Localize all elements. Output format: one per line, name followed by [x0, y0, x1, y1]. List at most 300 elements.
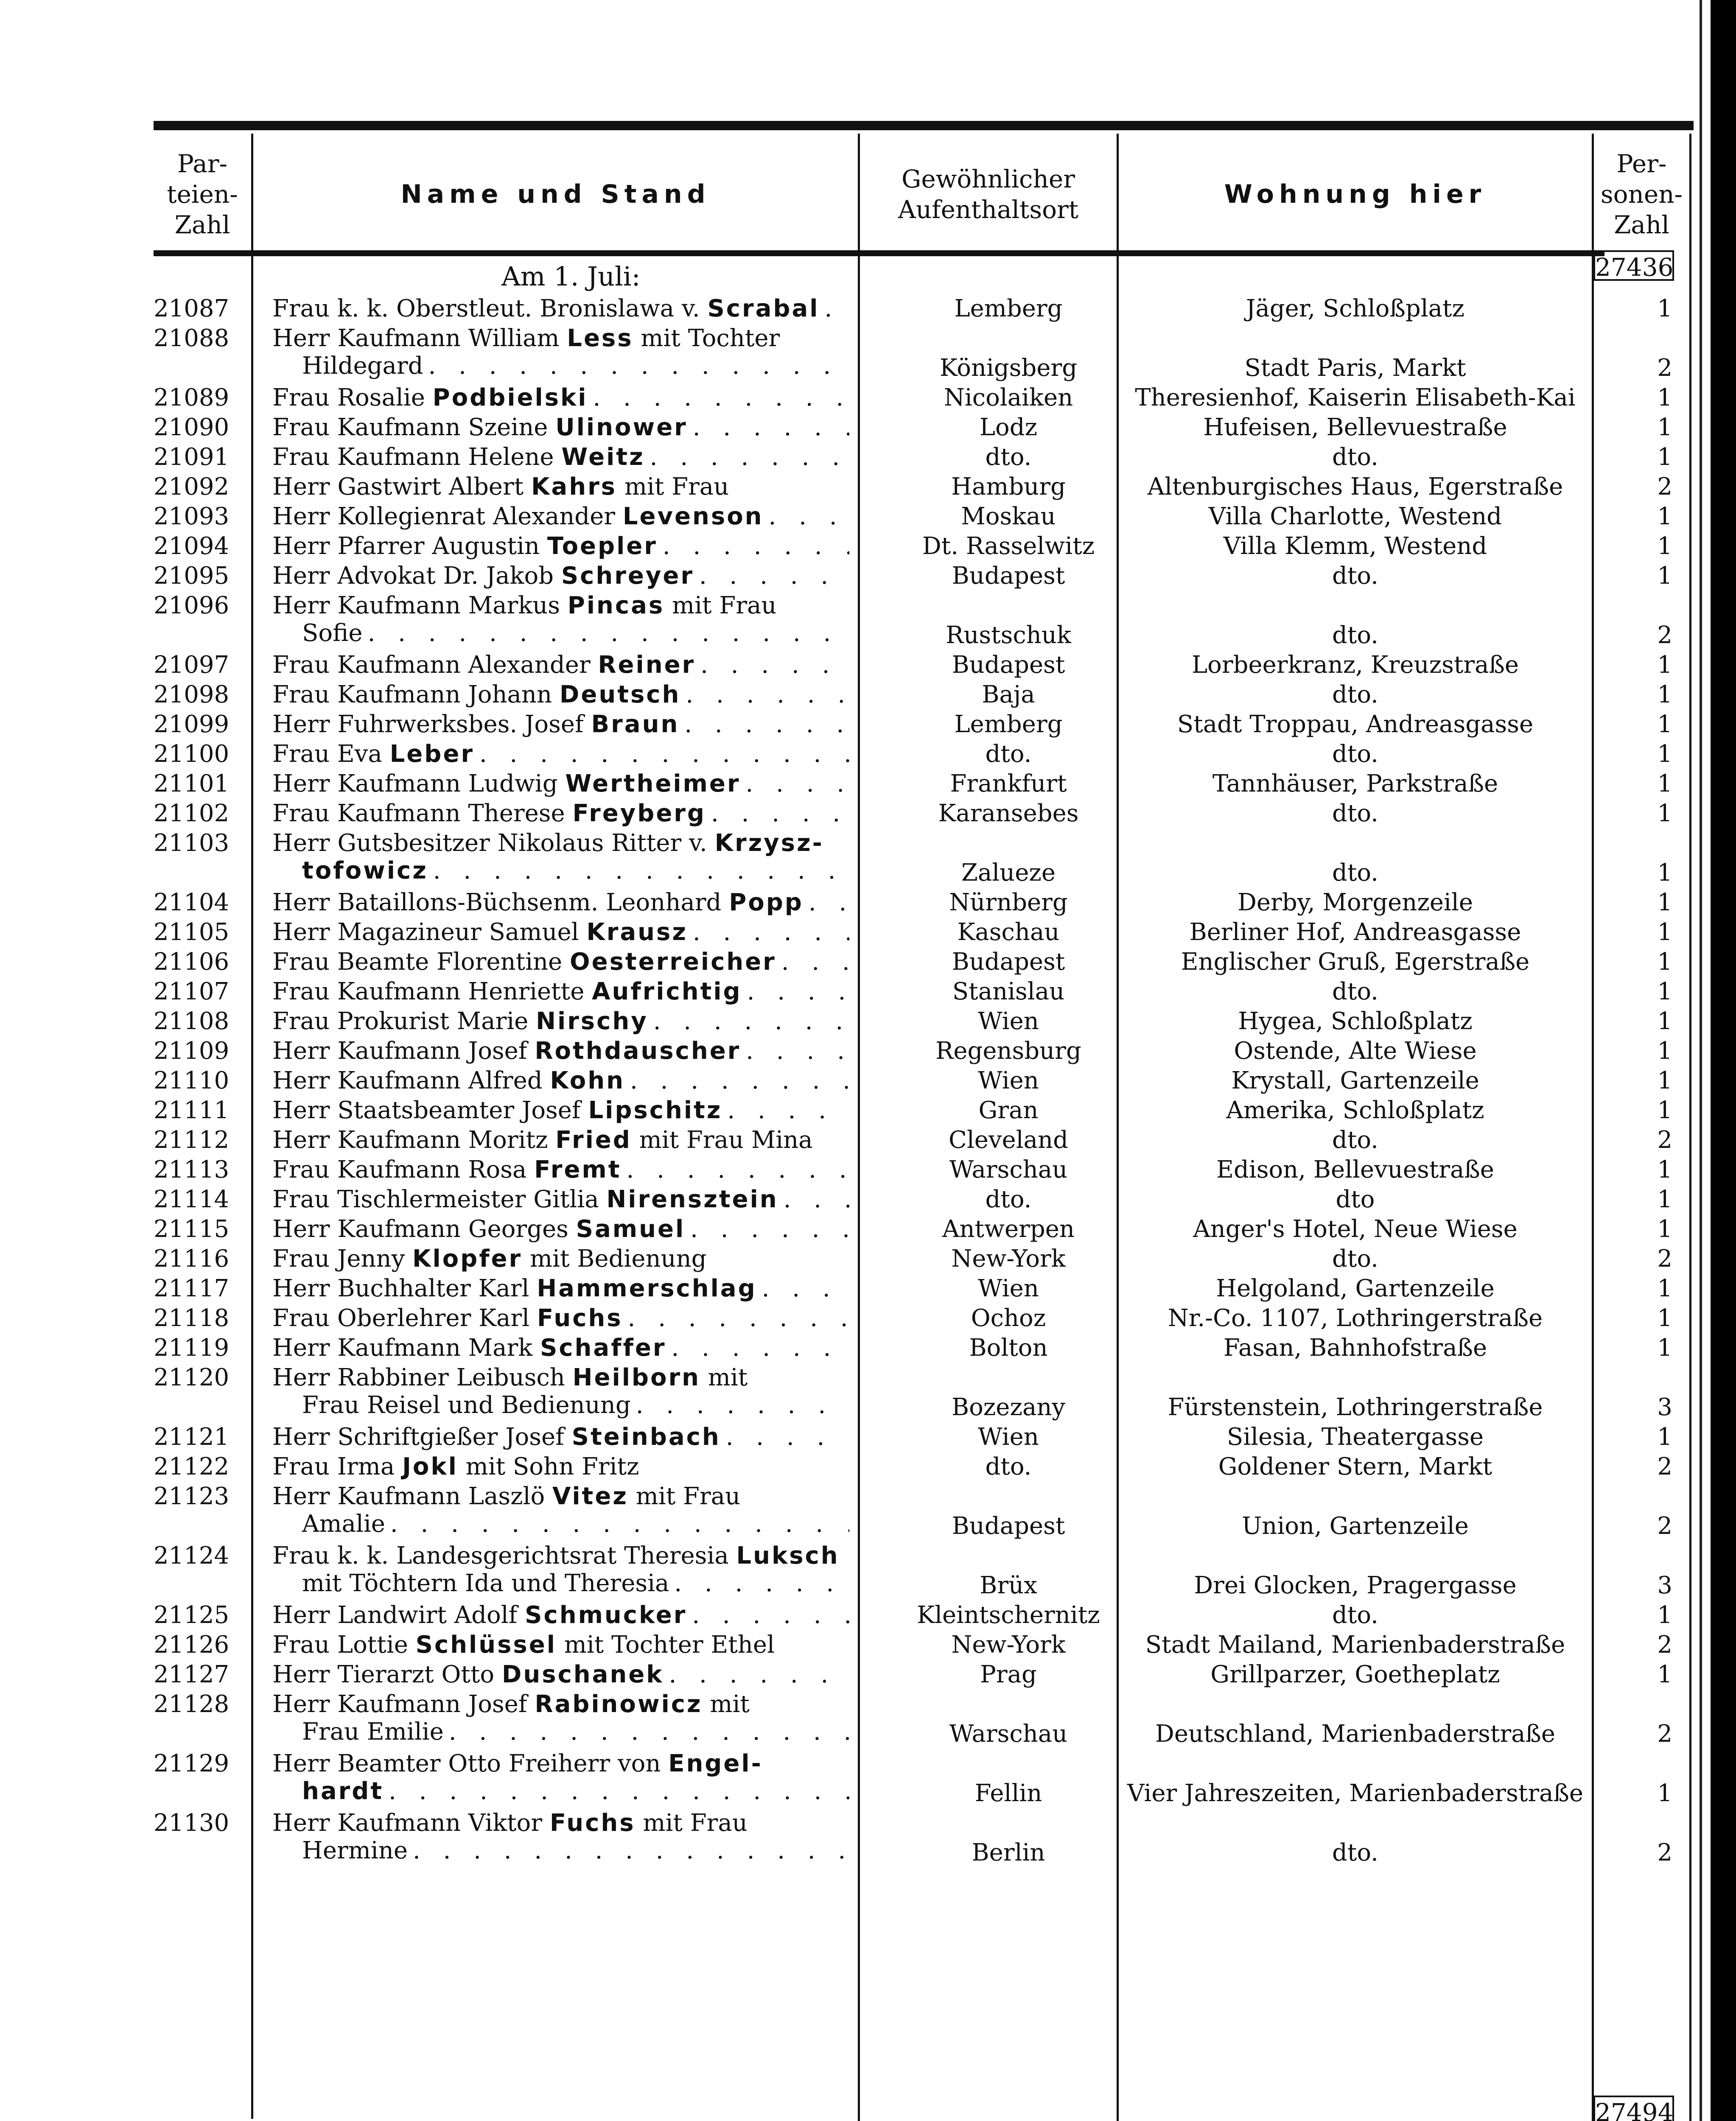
persons-count: 3 [1657, 1393, 1672, 1421]
local-address: Theresienhof, Kaiserin Elisabeth-Kai [1135, 384, 1576, 411]
usual-residence: Nicolaiken [944, 384, 1073, 411]
header-rule [154, 250, 1604, 256]
surname: Nirschy [536, 1007, 648, 1035]
usual-residence: Lemberg [954, 295, 1063, 322]
surname: Krzysz- [714, 829, 824, 857]
section-title: Am 1. Juli: [501, 261, 641, 292]
party-number: 21127 [154, 1661, 230, 1688]
table-row [154, 1750, 1694, 1809]
usual-residence: Moskau [961, 503, 1056, 530]
usual-residence: Stanislau [952, 978, 1065, 1005]
table-row [154, 1156, 1694, 1186]
name-and-status: Herr Kaufmann Moritz Fried mit Frau Mina [272, 1126, 813, 1154]
table-row [154, 1809, 1694, 1869]
party-number: 21104 [154, 889, 230, 916]
name-and-status: Herr Kaufmann Mark Schaffer . . . [272, 1334, 849, 1362]
local-address: Ostende, Alte Wiese [1234, 1037, 1477, 1065]
table-row [154, 1037, 1694, 1067]
header-name: Name und Stand [400, 179, 711, 209]
surname: Popp [729, 889, 804, 916]
local-address: dto. [1332, 859, 1378, 887]
surname: Schreyer [561, 562, 694, 590]
usual-residence: Bozezany [951, 1393, 1066, 1421]
usual-residence: Wien [978, 1007, 1039, 1035]
party-number: 21118 [154, 1304, 230, 1332]
persons-count: 2 [1657, 1126, 1672, 1154]
surname: Engel- [668, 1750, 763, 1777]
surname: Samuel [576, 1215, 686, 1243]
party-number: 21130 [154, 1809, 230, 1837]
table-row [154, 1186, 1694, 1215]
name-and-status: Herr Tierarzt Otto Duschanek . . . [272, 1661, 849, 1688]
surname: Vitez [552, 1483, 628, 1510]
local-address: Stadt Troppau, Andreasgasse [1177, 711, 1534, 738]
usual-residence: Kaschau [957, 918, 1060, 946]
surname: Fried [555, 1126, 632, 1154]
local-address: Union, Gartenzeile [1242, 1512, 1469, 1540]
name-and-status: Frau Beamte Florentine Oesterreicher . . . [272, 948, 849, 976]
name-and-status: Herr Bataillons-Büchsenm. Leonhard Popp . . . [272, 889, 849, 916]
local-address: Stadt Mailand, Marienbaderstraße [1145, 1631, 1565, 1659]
usual-residence: Frankfurt [950, 770, 1067, 797]
name-and-status: Frau Oberlehrer Karl Fuchs . . . [272, 1304, 849, 1332]
party-number: 21116 [154, 1245, 230, 1273]
party-number: 21114 [154, 1186, 230, 1213]
surname: Pincas [567, 592, 665, 619]
persons-count: 1 [1657, 532, 1672, 560]
header-residence: Wohnung hier [1224, 179, 1487, 209]
name-and-status: Frau Kaufmann Szeine Ulinower . . . [272, 414, 849, 441]
name-and-status: Frau Kaufmann Therese Freyberg . . . [272, 800, 849, 827]
usual-residence: Lemberg [954, 711, 1063, 738]
usual-residence: Wien [978, 1067, 1039, 1094]
party-number: 21110 [154, 1067, 230, 1094]
top-rule [154, 121, 1694, 130]
usual-residence: Baja [982, 681, 1035, 708]
party-number: 21095 [154, 562, 230, 590]
persons-count: 2 [1657, 1839, 1672, 1866]
persons-count: 2 [1657, 1453, 1672, 1480]
name-and-status: Frau k. k. Landesgerichtsrat Theresia Luksch mit Töchtern Ida und Theresia . . . [272, 1542, 849, 1597]
local-address: dto. [1332, 1245, 1378, 1273]
table-row [154, 1364, 1694, 1423]
name-and-status: Herr Fuhrwerksbes. Josef Braun . . . [272, 711, 849, 738]
name-and-status: Frau Kaufmann Henriette Aufrichtig . . . [272, 978, 849, 1005]
table-row [154, 1215, 1694, 1245]
local-address: Nr.-Co. 1107, Lothringerstraße [1168, 1304, 1543, 1332]
name-and-status: Herr Kaufmann Ludwig Wertheimer . . . [272, 770, 849, 797]
table-row [154, 592, 1694, 651]
name-and-status: Frau k. k. Oberstleut. Bronislawa v. Scrabal . . . [272, 295, 849, 322]
party-number: 21090 [154, 414, 230, 441]
table-row [154, 681, 1694, 711]
surname: Schlüssel [415, 1631, 557, 1659]
local-address: dto. [1332, 1839, 1378, 1866]
usual-residence: Regensburg [935, 1037, 1081, 1065]
table-row [154, 1631, 1694, 1661]
table-row [154, 1097, 1694, 1126]
usual-residence: Budapest [952, 651, 1065, 679]
party-number: 21120 [154, 1364, 230, 1391]
table-row [154, 1601, 1694, 1631]
name-and-status: Herr Kaufmann Josef Rabinowicz mit Frau Emilie . . . [272, 1690, 849, 1746]
local-address: dto. [1332, 978, 1378, 1005]
name-and-status: Frau Tischlermeister Gitlia Nirensztein . . . [272, 1186, 849, 1213]
scan-edge-line [1700, 0, 1702, 2121]
party-number: 21093 [154, 503, 230, 530]
party-number: 21123 [154, 1483, 230, 1510]
table-row [154, 1304, 1694, 1334]
surname: Duschanek [501, 1661, 664, 1688]
local-address: dto. [1332, 621, 1378, 649]
persons-count: 1 [1657, 443, 1672, 471]
party-number: 21102 [154, 800, 230, 827]
table-row [154, 918, 1694, 948]
name-and-status: Frau Kaufmann Helene Weitz . . . [272, 443, 849, 471]
name-and-status: Herr Rabbiner Leibusch Heilborn mit Frau Reisel und Bedienung . . . [272, 1364, 849, 1419]
name-and-status: Frau Rosalie Podbielski . . . [272, 384, 849, 411]
surname: Nirensztein [606, 1186, 778, 1213]
party-number: 21119 [154, 1334, 230, 1362]
usual-residence: Dt. Rasselwitz [922, 532, 1095, 560]
local-address: Amerika, Schloßplatz [1226, 1097, 1484, 1124]
persons-count: 1 [1657, 1097, 1672, 1124]
carry-over: 27436 [1593, 250, 1674, 281]
table-row [154, 770, 1694, 800]
name-and-status: Herr Advokat Dr. Jakob Schreyer . . . [272, 562, 849, 590]
table-row [154, 1690, 1694, 1750]
party-number: 21098 [154, 681, 230, 708]
table-row [154, 1542, 1694, 1601]
table-row [154, 562, 1694, 592]
usual-residence: dto. [985, 740, 1032, 768]
persons-count: 1 [1657, 414, 1672, 441]
usual-residence: Nürnberg [949, 889, 1068, 916]
persons-count: 1 [1657, 384, 1672, 411]
usual-residence: Fellin [974, 1780, 1042, 1807]
table-row [154, 1334, 1694, 1364]
table-row [154, 1661, 1694, 1690]
entries-list [154, 295, 1694, 1869]
party-number: 21111 [154, 1097, 230, 1124]
persons-count: 1 [1657, 770, 1672, 797]
local-address: Anger's Hotel, Neue Wiese [1193, 1215, 1518, 1243]
name-and-status: Herr Kaufmann Markus Pincas mit Frau Sofie . . . [272, 592, 849, 647]
party-number: 21103 [154, 829, 230, 857]
table-row [154, 325, 1694, 384]
usual-residence: Warschau [949, 1720, 1068, 1748]
name-and-status: Frau Prokurist Marie Nirschy . . . [272, 1007, 849, 1035]
usual-residence: Antwerpen [942, 1215, 1075, 1243]
local-address: dto. [1332, 562, 1378, 590]
name-and-status: Herr Kollegienrat Alexander Levenson . . . [272, 503, 849, 530]
surname: Luksch [736, 1542, 840, 1570]
persons-count: 1 [1657, 1661, 1672, 1688]
table-row [154, 1453, 1694, 1483]
surname: Ulinower [555, 414, 688, 441]
usual-residence: Budapest [952, 1512, 1065, 1540]
table-row [154, 503, 1694, 532]
persons-count: 1 [1657, 978, 1672, 1005]
surname: Kahrs [531, 473, 617, 501]
local-address: Helgoland, Gartenzeile [1216, 1275, 1495, 1302]
local-address: Drei Glocken, Pragergasse [1194, 1572, 1517, 1599]
persons-count: 1 [1657, 1304, 1672, 1332]
table-row [154, 800, 1694, 829]
party-number: 21124 [154, 1542, 230, 1570]
usual-residence: Prag [980, 1661, 1037, 1688]
local-address: Hygea, Schloßplatz [1238, 1007, 1473, 1035]
usual-residence: dto. [985, 1186, 1032, 1213]
local-address: Lorbeerkranz, Kreuzstraße [1191, 651, 1519, 679]
party-number: 21113 [154, 1156, 230, 1184]
surname: Braun [591, 711, 680, 738]
table-row [154, 384, 1694, 414]
name-and-status: Herr Kaufmann William Less mit Tochter Hildegard . . . [272, 325, 849, 380]
name-and-status: Frau Jenny Klopfer mit Bedienung [272, 1245, 707, 1273]
party-number: 21087 [154, 295, 230, 322]
usual-residence: Budapest [952, 562, 1065, 590]
local-address: Krystall, Gartenzeile [1231, 1067, 1479, 1094]
party-number: 21101 [154, 770, 230, 797]
local-address: Hufeisen, Bellevuestraße [1203, 414, 1507, 441]
scan-edge-bar [1711, 0, 1736, 2121]
surname: Levenson [622, 503, 764, 530]
name-and-status: Herr Kaufmann Viktor Fuchs mit Frau Hermine . . . [272, 1809, 849, 1864]
persons-count: 1 [1657, 562, 1672, 590]
persons-count: 2 [1657, 473, 1672, 501]
usual-residence: Hamburg [951, 473, 1066, 501]
party-number: 21125 [154, 1601, 230, 1629]
usual-residence: Zalueze [961, 859, 1056, 887]
party-number: 21126 [154, 1631, 230, 1659]
table-row [154, 711, 1694, 740]
local-address: Derby, Morgenzeile [1238, 889, 1473, 916]
persons-count: 1 [1657, 1275, 1672, 1302]
persons-count: 2 [1657, 621, 1672, 649]
name-and-status: Frau Eva Leber . . . [272, 740, 849, 768]
local-address: dto. [1332, 740, 1378, 768]
local-address: Berliner Hof, Andreasgasse [1189, 918, 1521, 946]
usual-residence: Kleintschernitz [917, 1601, 1100, 1629]
local-address: Villa Charlotte, Westend [1208, 503, 1502, 530]
local-address: Jäger, Schloßplatz [1246, 295, 1465, 322]
table-row [154, 1067, 1694, 1097]
surname: Schmucker [525, 1601, 687, 1629]
name-and-status: Frau Kaufmann Johann Deutsch . . . [272, 681, 849, 708]
table-row [154, 948, 1694, 978]
surname: Wertheimer [565, 770, 741, 797]
surname: Rabinowicz [535, 1690, 703, 1718]
surname: Steinbach [571, 1423, 721, 1451]
persons-count: 1 [1657, 1215, 1672, 1243]
persons-count: 1 [1657, 295, 1672, 322]
persons-count: 1 [1657, 503, 1672, 530]
party-number: 21129 [154, 1750, 230, 1777]
local-address: Fasan, Bahnhofstraße [1223, 1334, 1487, 1362]
local-address: dto. [1332, 443, 1378, 471]
table-row [154, 1423, 1694, 1453]
local-address: dto [1336, 1186, 1375, 1213]
local-address: Tannhäuser, Parkstraße [1212, 770, 1498, 797]
table-row [154, 651, 1694, 681]
usual-residence: Brüx [980, 1572, 1037, 1599]
table-row [154, 1126, 1694, 1156]
surname: Aufrichtig [592, 978, 742, 1005]
surname: Toepler [547, 532, 658, 560]
party-number: 21092 [154, 473, 230, 501]
usual-residence: dto. [985, 1453, 1032, 1480]
local-address: Silesia, Theatergasse [1226, 1423, 1484, 1451]
table-row [154, 295, 1694, 325]
local-address: dto. [1332, 681, 1378, 708]
party-number: 21128 [154, 1690, 230, 1718]
usual-residence: Wien [978, 1423, 1039, 1451]
local-address: dto. [1332, 1601, 1378, 1629]
name-and-status: Herr Kaufmann Josef Rothdauscher . . . [272, 1037, 849, 1065]
usual-residence: dto. [985, 443, 1032, 471]
name-and-status: Frau Lottie Schlüssel mit Tochter Ethel [272, 1631, 775, 1659]
persons-count: 1 [1657, 1156, 1672, 1184]
persons-count: 1 [1657, 800, 1672, 827]
local-address: Villa Klemm, Westend [1223, 532, 1487, 560]
persons-count: 1 [1657, 948, 1672, 976]
header-origin: Gewöhnlicher Aufenthaltsort [898, 164, 1079, 224]
surname: Less [567, 325, 633, 352]
local-address: dto. [1332, 800, 1378, 827]
party-number: 21106 [154, 948, 230, 976]
local-address: Altenburgisches Haus, Egerstraße [1147, 473, 1563, 501]
surname: Fuchs [549, 1809, 636, 1837]
local-address: Edison, Bellevuestraße [1216, 1156, 1494, 1184]
party-number: 21109 [154, 1037, 230, 1065]
local-address: Deutschland, Marienbaderstraße [1155, 1720, 1556, 1748]
persons-count: 1 [1657, 1067, 1672, 1094]
table-row [154, 532, 1694, 562]
surname: Fremt [534, 1156, 622, 1184]
persons-count: 1 [1657, 889, 1672, 916]
table-row [154, 443, 1694, 473]
name-and-status: Herr Pfarrer Augustin Toepler . . . [272, 532, 849, 560]
surname: Weitz [561, 443, 645, 471]
local-address: Goldener Stern, Markt [1218, 1453, 1492, 1480]
party-number: 21121 [154, 1423, 230, 1451]
usual-residence: Gran [978, 1097, 1039, 1124]
surname: Deutsch [559, 681, 681, 708]
usual-residence: Berlin [972, 1839, 1045, 1866]
persons-count: 2 [1657, 1720, 1672, 1748]
usual-residence: Karansebes [938, 800, 1079, 827]
persons-count: 1 [1657, 1334, 1672, 1362]
table-row [154, 978, 1694, 1007]
party-number: 21105 [154, 918, 230, 946]
usual-residence: Budapest [952, 948, 1065, 976]
party-number: 21107 [154, 978, 230, 1005]
local-address: Stadt Paris, Markt [1244, 354, 1466, 382]
usual-residence: Cleveland [949, 1126, 1068, 1154]
table-row [154, 889, 1694, 918]
persons-count: 1 [1657, 1601, 1672, 1629]
party-number: 21117 [154, 1275, 230, 1302]
table-row [154, 1245, 1694, 1275]
party-number: 21112 [154, 1126, 230, 1154]
persons-count: 2 [1657, 1512, 1672, 1540]
header-party-count: Par- teien- Zahl [167, 149, 238, 239]
surname: Schaffer [540, 1334, 666, 1362]
name-and-status: Herr Magazineur Samuel Krausz . . . [272, 918, 849, 946]
table-row [154, 829, 1694, 889]
surname: Reiner [598, 651, 696, 679]
name-and-status: Herr Kaufmann Laszlö Vitez mit Frau Amalie . . . [272, 1483, 849, 1538]
local-address: Fürstenstein, Lothringerstraße [1168, 1393, 1543, 1421]
persons-count: 1 [1657, 740, 1672, 768]
surname: Krausz [586, 918, 688, 946]
local-address: Vier Jahreszeiten, Marienbaderstraße [1127, 1780, 1584, 1807]
surname: Leber [389, 740, 474, 768]
table-row [154, 473, 1694, 503]
surname: Fuchs [537, 1304, 623, 1332]
persons-count: 1 [1657, 918, 1672, 946]
surname: Rothdauscher [535, 1037, 741, 1065]
name-and-status: Frau Irma Jokl mit Sohn Fritz [272, 1453, 639, 1480]
persons-count: 1 [1657, 1780, 1672, 1807]
name-and-status: Frau Kaufmann Alexander Reiner . . . [272, 651, 849, 679]
usual-residence: Lodz [979, 414, 1038, 441]
party-number: 21099 [154, 711, 230, 738]
party-number: 21091 [154, 443, 230, 471]
table-row [154, 1275, 1694, 1304]
name-and-status: Herr Beamter Otto Freiherr von Engel- hardt . . . [272, 1750, 849, 1805]
persons-count: 2 [1657, 354, 1672, 382]
surname: Hammerschlag [537, 1275, 757, 1302]
name-and-status: Herr Landwirt Adolf Schmucker . . . [272, 1601, 849, 1629]
persons-count: 1 [1657, 711, 1672, 738]
persons-count: 1 [1657, 1423, 1672, 1451]
total: 27494 [1593, 2096, 1674, 2121]
persons-count: 1 [1657, 1007, 1672, 1035]
surname: Lipschitz [588, 1097, 722, 1124]
table-row [154, 1007, 1694, 1037]
surname: Kohn [550, 1067, 625, 1094]
persons-count: 1 [1657, 651, 1672, 679]
party-number: 21097 [154, 651, 230, 679]
name-and-status: Frau Kaufmann Rosa Fremt . . . [272, 1156, 849, 1184]
header-persons: Per- sonen- Zahl [1600, 149, 1683, 239]
name-and-status: Herr Buchhalter Karl Hammerschlag . . . [272, 1275, 849, 1302]
party-number: 21115 [154, 1215, 230, 1243]
surname: Jokl [402, 1453, 458, 1480]
table-row [154, 1483, 1694, 1542]
surname: Oesterreicher [569, 948, 776, 976]
table-row [154, 414, 1694, 443]
local-address: Englischer Gruß, Egerstraße [1181, 948, 1530, 976]
name-and-status: Herr Kaufmann Alfred Kohn . . . [272, 1067, 849, 1094]
table-row [154, 740, 1694, 770]
party-number: 21108 [154, 1007, 230, 1035]
party-number: 21088 [154, 325, 230, 352]
name-and-status: Herr Gastwirt Albert Kahrs mit Frau [272, 473, 729, 501]
usual-residence: Bolton [969, 1334, 1048, 1362]
surname: Heilborn [572, 1364, 700, 1391]
name-and-status: Herr Staatsbeamter Josef Lipschitz . . . [272, 1097, 849, 1124]
name-and-status: Herr Gutsbesitzer Nikolaus Ritter v. Krzysz- tofowicz . . . [272, 829, 849, 884]
local-address: Grillparzer, Goetheplatz [1210, 1661, 1500, 1688]
persons-count: 2 [1657, 1245, 1672, 1273]
usual-residence: New-York [951, 1631, 1066, 1659]
party-number: 21100 [154, 740, 230, 768]
name-and-status: Herr Kaufmann Georges Samuel . . . [272, 1215, 849, 1243]
usual-residence: New-York [951, 1245, 1066, 1273]
